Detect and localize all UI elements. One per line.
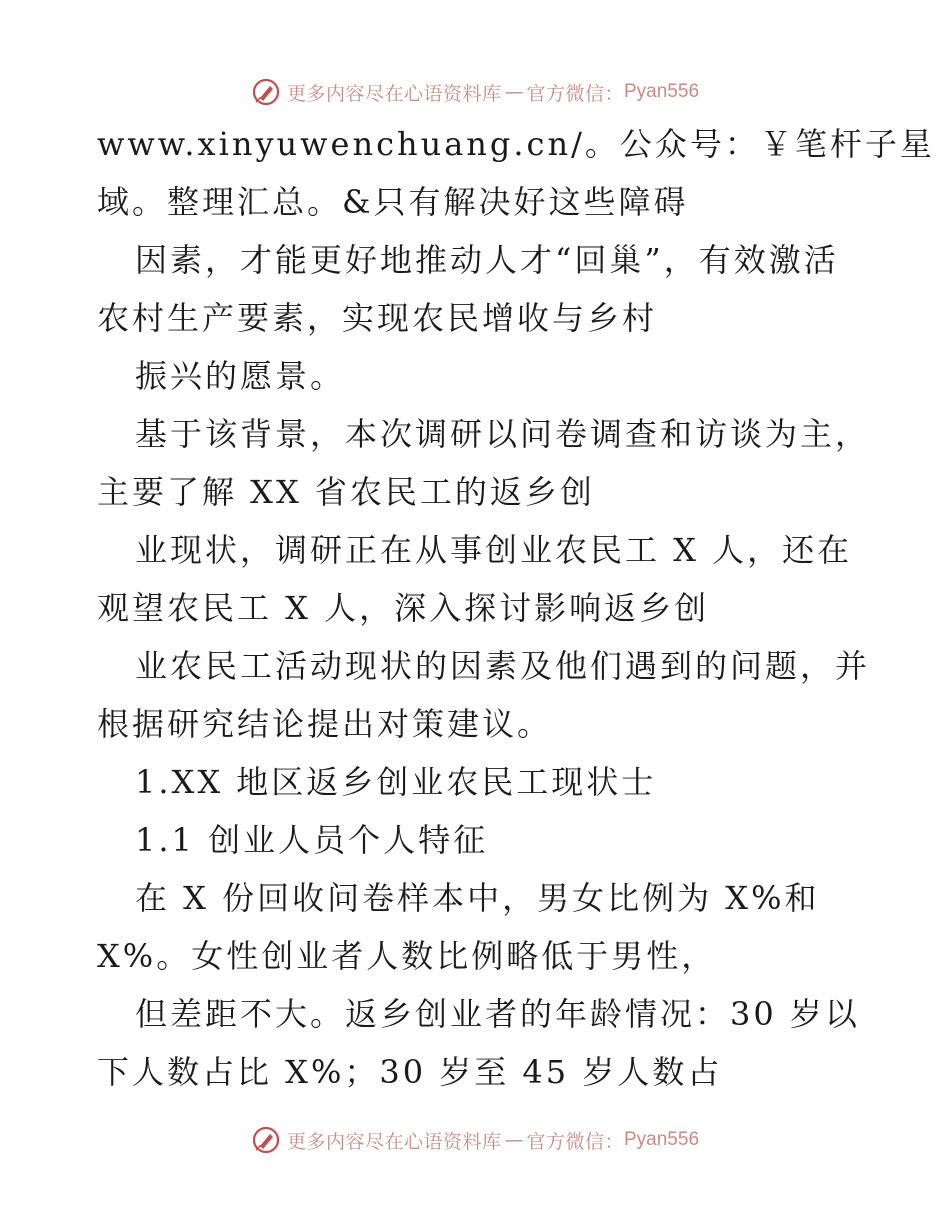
pen-logo-icon: [251, 1125, 281, 1155]
text-line: 因素，才能更好地推动人才“回巢”，有效激活: [135, 241, 839, 279]
watermark-text: 更多内容尽在心语资料库: [286, 82, 502, 105]
header-watermark: [0, 70, 950, 114]
watermark-separator: —: [504, 1129, 524, 1151]
watermark-official: 官方微信：: [526, 1130, 624, 1153]
section-heading: 1.XX 地区返乡创业农民工现状士: [135, 763, 657, 801]
text-line: 但差距不大。返乡创业者的年龄情况：30 岁以: [135, 995, 860, 1033]
text-line: 农村生产要素，实现农民增收与乡村: [97, 299, 658, 337]
watermark-text: 更多内容尽在心语资料库: [286, 1130, 502, 1153]
text-line: 业现状，调研正在从事创业农民工 X 人，还在: [135, 531, 853, 569]
text-line: 在 X 份回收问卷样本中，男女比例为 X%和: [135, 879, 820, 917]
watermark-separator: —: [504, 81, 524, 103]
text-line: 根据研究结论提出对策建议。: [97, 705, 553, 743]
watermark-id: Pyan556: [624, 81, 700, 102]
text-line: X%。女性创业者人数比例略低于男性，: [97, 937, 717, 975]
text-line: 下人数占比 X%；30 岁至 45 岁人数占: [97, 1053, 723, 1091]
pen-logo-icon: [251, 77, 281, 107]
text-line: 观望农民工 X 人，深入探讨影响返乡创: [97, 589, 710, 627]
subsection-heading: 1.1 创业人员个人特征: [135, 821, 489, 859]
text-line: 主要了解 XX 省农民工的返乡创: [97, 473, 595, 511]
text-line: 业农民工活动现状的因素及他们遇到的问题，并: [135, 647, 871, 685]
watermark-id: Pyan556: [624, 1129, 700, 1150]
text-line: 基于该背景，本次调研以问卷调查和访谈为主，: [135, 415, 871, 453]
watermark-official: 官方微信：: [526, 82, 624, 105]
text-line: 振兴的愿景。: [135, 357, 346, 395]
text-line: 域。整理汇总。&只有解决好这些障碍: [97, 183, 689, 221]
footer-watermark: [0, 1118, 950, 1162]
text-line: www.xinyuwenchuang.cn/。公众号：￥笔杆子星: [97, 125, 935, 163]
